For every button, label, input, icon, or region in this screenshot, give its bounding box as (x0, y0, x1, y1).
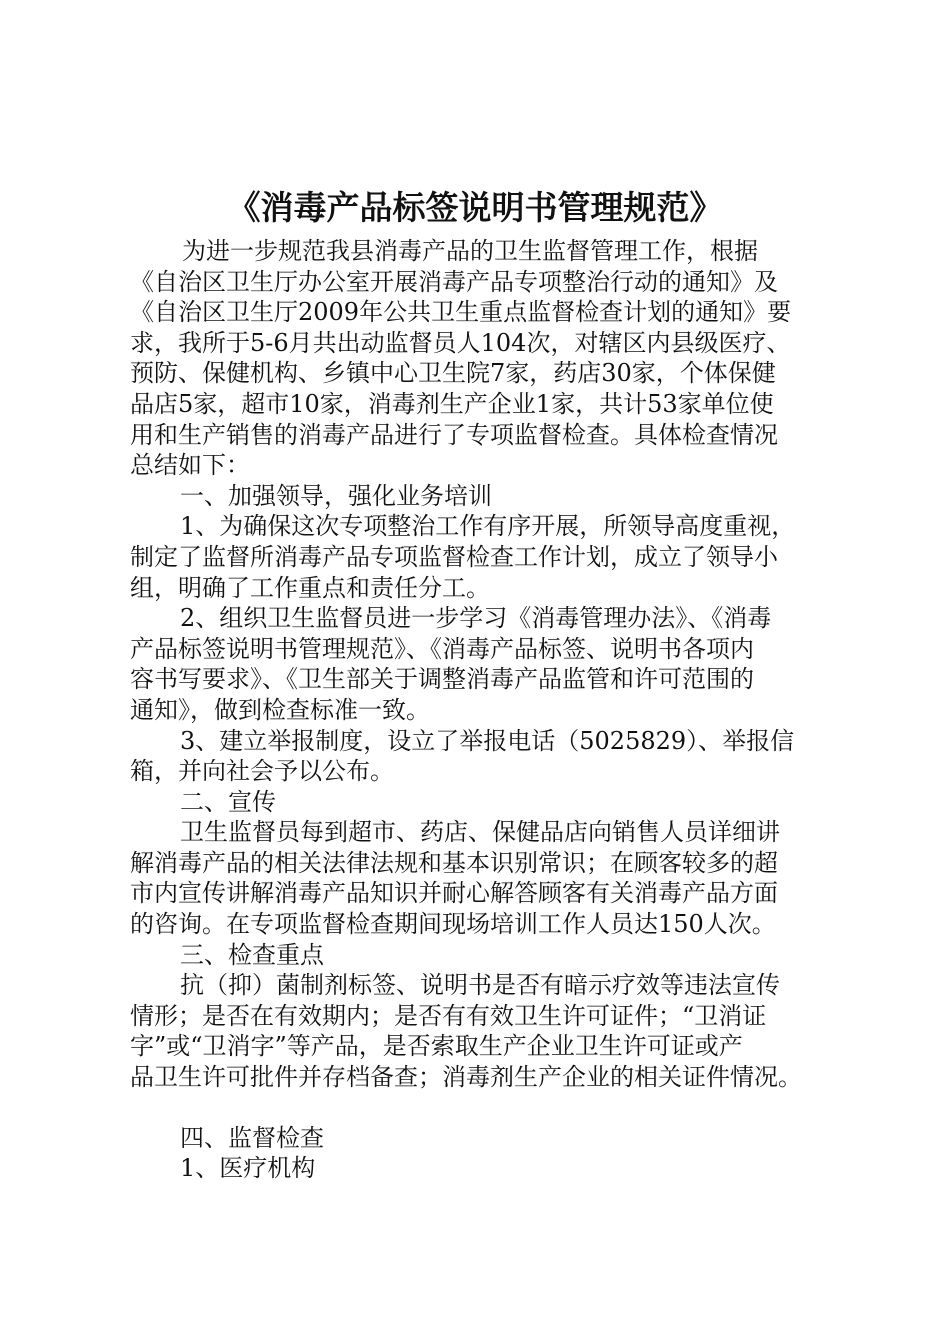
body-line: 情形；是否在有效期内；是否有有效卫生许可证件；“卫消证 (130, 1001, 767, 1030)
body-line: 品卫生许可批件并存档备查；消毒剂生产企业的相关证件情况。 (130, 1063, 802, 1092)
body-line: 组，明确了工作重点和责任分工。 (130, 573, 490, 602)
body-line: 卫生监督员每到超市、药店、保健品店向销售人员详细讲 (180, 818, 780, 847)
document-body (130, 236, 850, 1184)
body-line: 1、为确保这次专项整治工作有序开展，所领导高度重视， (180, 512, 796, 541)
body-line: 箱，并向社会予以公布。 (130, 757, 394, 786)
body-line: 3、建立举报制度，设立了举报电话（5025829）、举报信 (180, 726, 795, 755)
body-line: 字”或“卫消字”等产品，是否索取生产企业卫生许可证或产 (130, 1032, 743, 1061)
section-heading: 三、检查重点 (180, 940, 324, 969)
body-line: 市内宣传讲解消毒产品知识并耐心解答顾客有关消毒产品方面 (130, 879, 778, 908)
body-line: 产品标签说明书管理规范》、《消毒产品标签、说明书各项内 (130, 634, 754, 663)
body-line: 解消毒产品的相关法律法规和基本识别常识；在顾客较多的超 (130, 848, 778, 877)
body-line: 《自治区卫生厅办公室开展消毒产品专项整治行动的通知》及 (130, 267, 778, 296)
paragraph-gap (130, 1093, 850, 1123)
body-line: 容书写要求》、《卫生部关于调整消毒产品监管和许可范围的 (130, 665, 754, 694)
body-line: 抗（抑）菌制剂标签、说明书是否有暗示疗效等违法宣传 (180, 971, 780, 1000)
body-line: 预防、保健机构、乡镇中心卫生院7家，药店30家，个体保健 (130, 359, 776, 388)
body-line: 的咨询。在专项监督检查期间现场培训工作人员达150人次。 (130, 910, 776, 939)
body-line: 品店5家，超市10家，消毒剂生产企业1家，共计53家单位使 (130, 389, 774, 418)
subsection-heading: 1、医疗机构 (180, 1154, 316, 1183)
body-line: 《自治区卫生厅2009年公共卫生重点监督检查计划的通知》要 (130, 298, 792, 327)
body-line: 求，我所于5-6月共出动监督员人104次，对辖区内县级医疗、 (130, 328, 791, 357)
body-line: 用和生产销售的消毒产品进行了专项监督检查。具体检查情况 (130, 420, 778, 449)
section-heading: 一、加强领导，强化业务培训 (180, 481, 492, 510)
body-line: 为进一步规范我县消毒产品的卫生监督管理工作，根据 (182, 237, 758, 265)
document-title: 《消毒产品标签说明书管理规范》 (227, 188, 723, 227)
section-heading: 二、宣传 (180, 787, 276, 816)
body-line: 总结如下： (130, 451, 250, 480)
section-heading: 四、监督检查 (180, 1123, 324, 1152)
body-line: 通知》，做到检查标准一致。 (130, 695, 430, 724)
body-line: 制定了监督所消毒产品专项监督检查工作计划，成立了领导小 (130, 542, 778, 571)
body-line: 2、组织卫生监督员进一步学习《消毒管理办法》、《消毒 (180, 604, 772, 633)
